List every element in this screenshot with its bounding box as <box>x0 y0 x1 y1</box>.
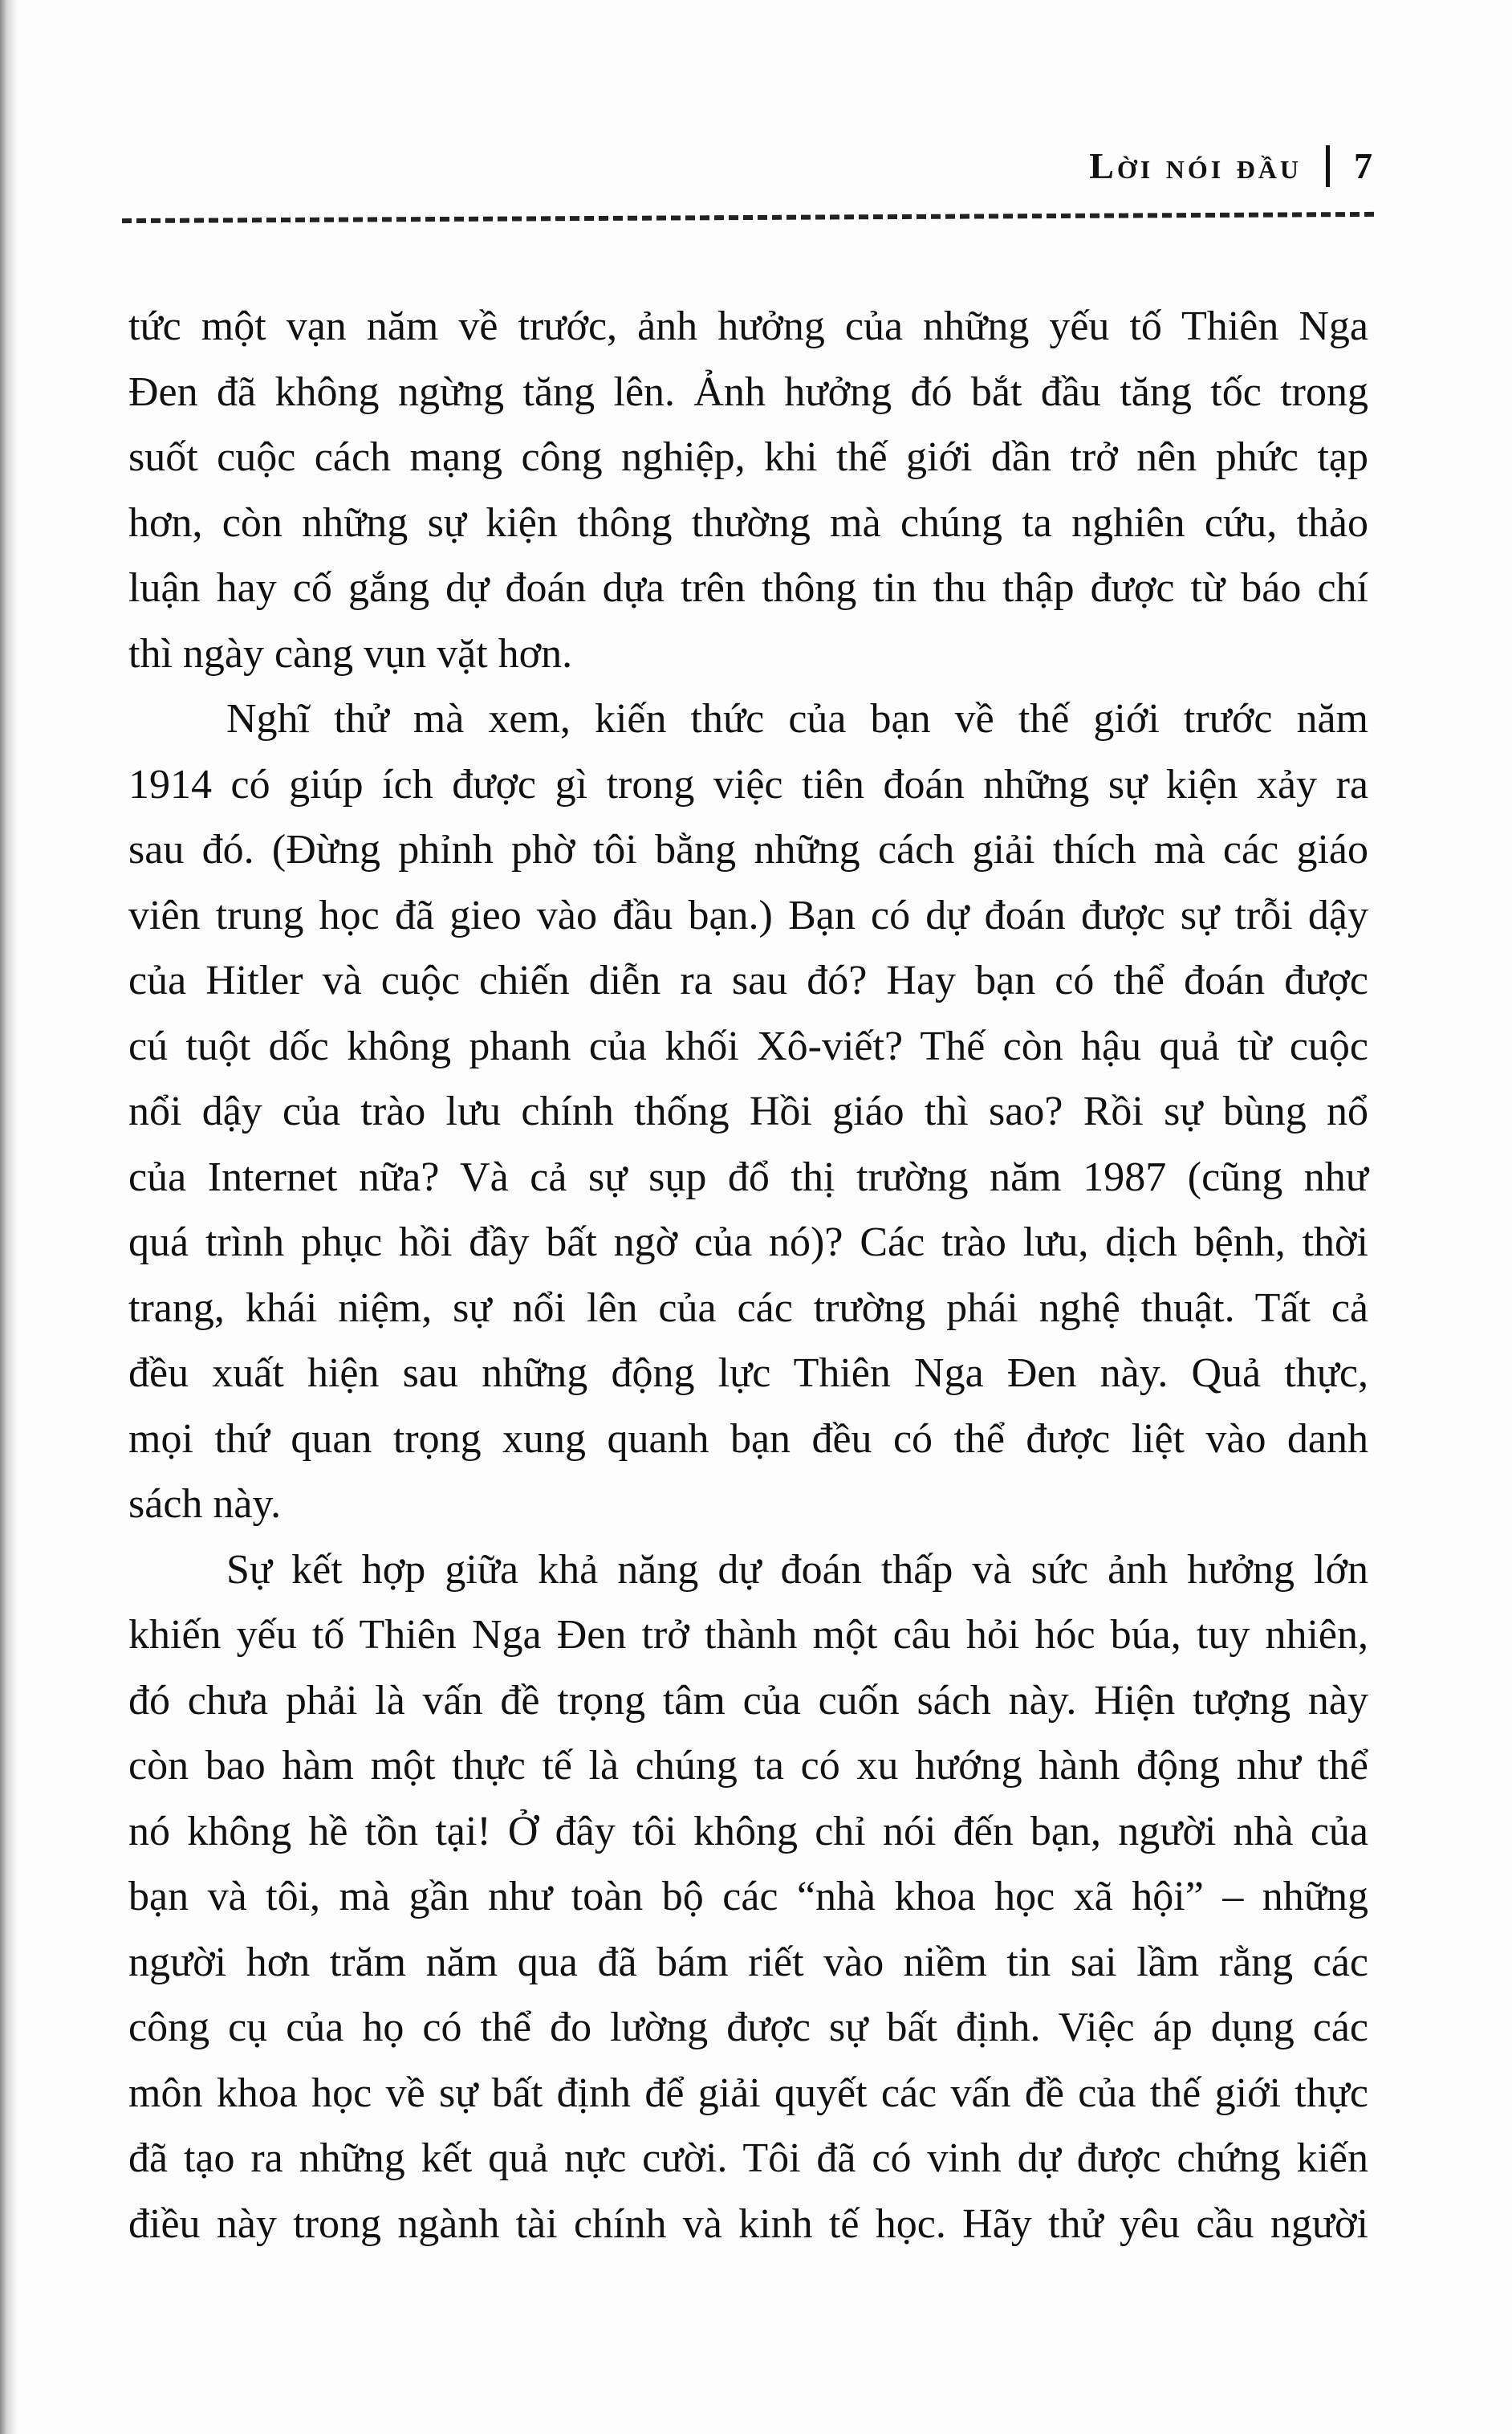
text-line: cú tuột dốc không phanh của khối Xô-viết? Thế còn hậu quả từ cuộc <box>128 1023 1368 1069</box>
text-line: suốt cuộc cách mạng công nghiệp, khi thế giới dần trở nên phức tạp <box>128 434 1368 480</box>
text-line: tức một vạn năm về trước, ảnh hưởng của những yếu tố Thiên Nga <box>128 303 1368 349</box>
paragraph <box>128 1537 1368 2257</box>
text-line: sách này. <box>128 1481 282 1527</box>
text-line: Nghĩ thử mà xem, kiến thức của bạn về thế giới trước năm <box>226 696 1368 742</box>
text-line: điều này trong ngành tài chính và kinh tế học. Hãy thử yêu cầu người <box>128 2200 1368 2247</box>
text-line: còn bao hàm một thực tế là chúng ta có xu hướng hành động như thể <box>128 1743 1368 1789</box>
text-line: 1914 có giúp ích được gì trong việc tiên đoán những sự kiện xảy ra <box>128 761 1368 808</box>
text-line: thì ngày càng vụn vặt hơn. <box>128 630 573 677</box>
text-line: đều xuất hiện sau những động lực Thiên Nga Đen này. Quả thực, <box>128 1350 1368 1396</box>
paragraph <box>128 686 1368 1537</box>
text-line: mọi thứ quan trọng xung quanh bạn đều có thể được liệt vào danh <box>128 1415 1368 1462</box>
text-line: Đen đã không ngừng tăng lên. Ảnh hưởng đó bắt đầu tăng tốc trong <box>128 368 1368 415</box>
running-header <box>1089 144 1376 187</box>
text-line: luận hay cố gắng dự đoán dựa trên thông tin thu thập được từ báo chí <box>128 565 1368 611</box>
text-line: người hơn trăm năm qua đã bám riết vào niềm tin sai lầm rằng các <box>128 1939 1368 1985</box>
text-line: trang, khái niệm, sự nổi lên của các trường phái nghệ thuật. Tất cả <box>128 1284 1368 1331</box>
text-line: của Hitler và cuộc chiến diễn ra sau đó? Hay bạn có thể đoán được <box>128 958 1368 1003</box>
text-line: công cụ của họ có thể đo lường được sự bất định. Việc áp dụng các <box>128 2005 1368 2050</box>
scan-edge-shadow <box>0 0 18 2434</box>
page-number: 7 <box>1354 145 1376 186</box>
text-line: Sự kết hợp giữa khả năng dự đoán thấp và sức ảnh hưởng lớn <box>226 1546 1368 1593</box>
text-line: viên trung học đã gieo vào đầu bạn.) Bạn có dự đoán được sự trỗi dậy <box>128 892 1368 938</box>
text-line: đã tạo ra những kết quả nực cười. Tôi đã có vinh dự được chứng kiến <box>128 2135 1368 2181</box>
text-line: nổi dậy của trào lưu chính thống Hồi giáo thì sao? Rồi sự bùng nổ <box>128 1089 1368 1134</box>
text-line: của Internet nữa? Và cả sự sụp đổ thị trường năm 1987 (cũng như <box>128 1154 1368 1200</box>
text-line: khiến yếu tố Thiên Nga Đen trở thành một câu hỏi hóc búa, tuy nhiên, <box>128 1612 1368 1658</box>
text-line: hơn, còn những sự kiện thông thường mà chúng ta nghiên cứu, thảo <box>128 499 1368 546</box>
text-line: quá trình phục hồi đầy bất ngờ của nó)? Các trào lưu, dịch bệnh, thời <box>128 1219 1368 1265</box>
text-line: nó không hề tồn tại! Ở đây tôi không chỉ nói đến bạn, người nhà của <box>128 1808 1368 1854</box>
header-divider <box>1326 145 1330 187</box>
text-line: sau đó. (Đừng phỉnh phờ tôi bằng những cách giải thích mà các giáo <box>128 827 1368 873</box>
paragraph <box>128 294 1368 686</box>
header-dashed-rule <box>122 212 1374 223</box>
page-body <box>128 294 1368 2257</box>
text-line: bạn và tôi, mà gần như toàn bộ các “nhà khoa học xã hội” – những <box>128 1874 1368 1919</box>
text-line: đó chưa phải là vấn đề trọng tâm của cuốn sách này. Hiện tượng này <box>128 1677 1368 1724</box>
chapter-title: Lời nói đầu <box>1089 145 1302 186</box>
text-line: môn khoa học về sự bất định để giải quyết các vấn đề của thế giới thực <box>128 2070 1368 2116</box>
